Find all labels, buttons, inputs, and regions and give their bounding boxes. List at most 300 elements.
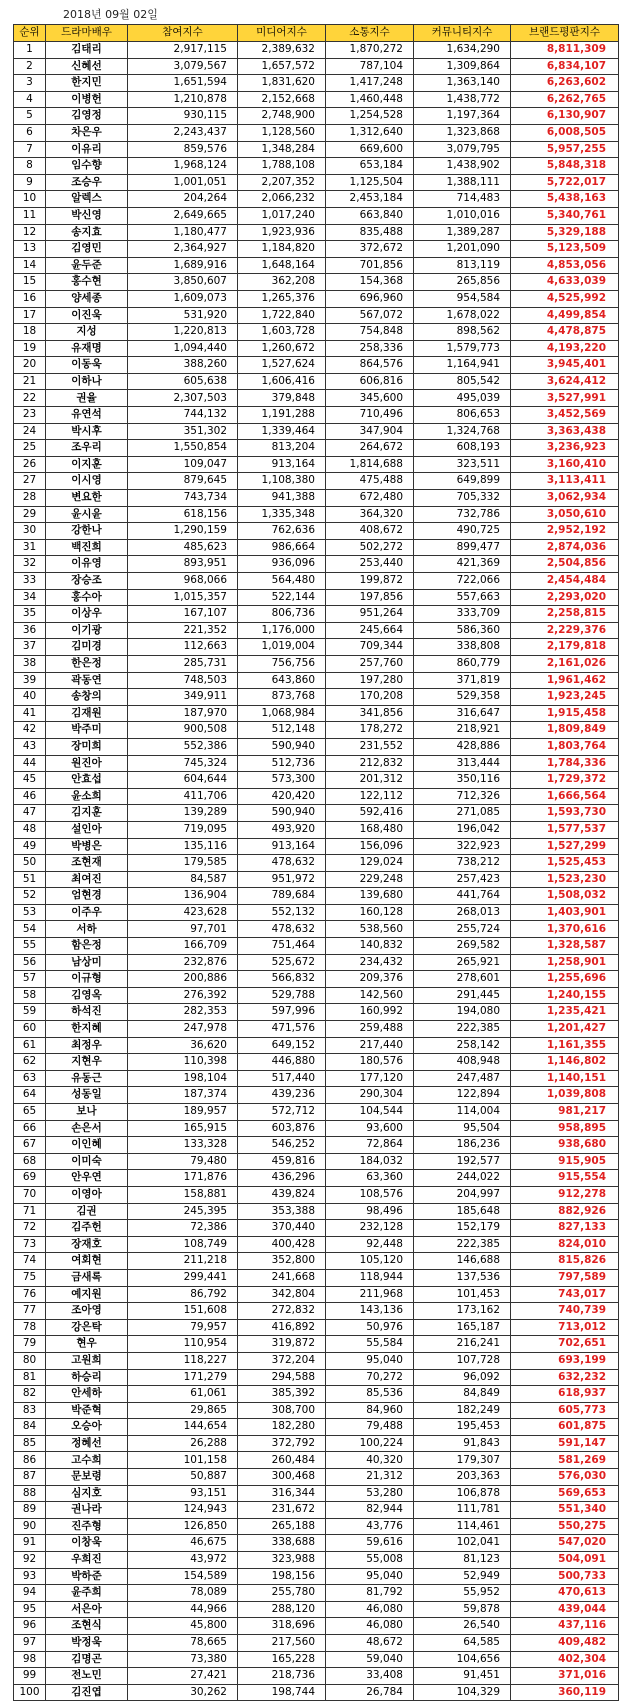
actor-name-cell: 정혜선	[46, 1435, 128, 1452]
brand-score-cell: 1,803,764	[511, 738, 619, 755]
table-row	[14, 1054, 619, 1071]
table-row	[14, 987, 619, 1004]
actor-name-cell: 우희진	[46, 1552, 128, 1569]
media-cell: 751,464	[238, 938, 326, 955]
actor-name-cell: 박신영	[46, 207, 128, 224]
rank-cell: 3	[14, 75, 46, 92]
brand-score-cell: 1,961,462	[511, 672, 619, 689]
participation-cell: 745,324	[128, 755, 238, 772]
media-cell: 1,176,000	[238, 622, 326, 639]
table-row	[14, 257, 619, 274]
community-cell: 323,511	[414, 456, 511, 473]
table-row	[14, 324, 619, 341]
table-row	[14, 855, 619, 872]
actor-name-cell: 오승아	[46, 1419, 128, 1436]
participation-cell: 968,066	[128, 573, 238, 590]
brand-score-cell: 1,666,564	[511, 788, 619, 805]
media-cell: 308,700	[238, 1402, 326, 1419]
community-cell: 1,389,287	[414, 224, 511, 241]
rank-cell: 2	[14, 58, 46, 75]
communication-cell: 168,480	[326, 821, 414, 838]
communication-cell: 122,112	[326, 788, 414, 805]
brand-score-cell: 958,895	[511, 1120, 619, 1137]
table-row	[14, 1502, 619, 1519]
rank-cell: 69	[14, 1170, 46, 1187]
table-row	[14, 954, 619, 971]
rank-cell: 29	[14, 506, 46, 523]
table-row	[14, 1004, 619, 1021]
participation-cell: 135,116	[128, 838, 238, 855]
rank-cell: 74	[14, 1253, 46, 1270]
community-cell: 738,212	[414, 855, 511, 872]
rank-cell: 23	[14, 407, 46, 424]
participation-cell: 97,701	[128, 921, 238, 938]
media-cell: 400,428	[238, 1236, 326, 1253]
communication-cell: 43,776	[326, 1518, 414, 1535]
rank-cell: 27	[14, 473, 46, 490]
participation-cell: 72,386	[128, 1220, 238, 1237]
actor-name-cell: 권율	[46, 390, 128, 407]
participation-cell: 285,731	[128, 655, 238, 672]
communication-cell: 26,784	[326, 1684, 414, 1701]
rank-cell: 78	[14, 1319, 46, 1336]
table-row	[14, 904, 619, 921]
table-row	[14, 58, 619, 75]
actor-name-cell: 곽동연	[46, 672, 128, 689]
rank-cell: 84	[14, 1419, 46, 1436]
community-cell: 84,849	[414, 1386, 511, 1403]
actor-name-cell: 양세종	[46, 290, 128, 307]
participation-cell: 604,644	[128, 772, 238, 789]
actor-name-cell: 심지호	[46, 1485, 128, 1502]
table-row	[14, 1170, 619, 1187]
actor-name-cell: 이진욱	[46, 307, 128, 324]
rank-cell: 86	[14, 1452, 46, 1469]
communication-cell: 259,488	[326, 1021, 414, 1038]
community-cell: 107,728	[414, 1352, 511, 1369]
media-cell: 272,832	[238, 1303, 326, 1320]
community-cell: 1,438,902	[414, 158, 511, 175]
communication-cell: 1,312,640	[326, 124, 414, 141]
communication-cell: 40,320	[326, 1452, 414, 1469]
community-cell: 714,483	[414, 191, 511, 208]
actor-name-cell: 홍수아	[46, 589, 128, 606]
media-cell: 1,068,984	[238, 705, 326, 722]
communication-cell: 104,544	[326, 1104, 414, 1121]
communication-cell: 46,080	[326, 1601, 414, 1618]
community-cell: 64,585	[414, 1635, 511, 1652]
communication-cell: 160,128	[326, 904, 414, 921]
brand-score-cell: 1,140,151	[511, 1070, 619, 1087]
community-cell: 269,582	[414, 938, 511, 955]
rank-cell: 42	[14, 722, 46, 739]
communication-cell: 2,453,184	[326, 191, 414, 208]
community-cell: 860,779	[414, 655, 511, 672]
table-row	[14, 622, 619, 639]
table-row	[14, 755, 619, 772]
table-row	[14, 1618, 619, 1635]
header-media: 미디어지수	[238, 25, 326, 42]
brand-score-cell: 2,504,856	[511, 556, 619, 573]
communication-cell: 710,496	[326, 407, 414, 424]
community-cell: 101,453	[414, 1286, 511, 1303]
participation-cell: 2,243,437	[128, 124, 238, 141]
header-participation: 참여지수	[128, 25, 238, 42]
brand-score-cell: 2,952,192	[511, 523, 619, 540]
community-cell: 59,878	[414, 1601, 511, 1618]
community-cell: 244,022	[414, 1170, 511, 1187]
participation-cell: 211,218	[128, 1253, 238, 1270]
media-cell: 1,603,728	[238, 324, 326, 341]
rank-cell: 88	[14, 1485, 46, 1502]
participation-cell: 61,061	[128, 1386, 238, 1403]
community-cell: 428,886	[414, 738, 511, 755]
rank-cell: 57	[14, 971, 46, 988]
media-cell: 316,344	[238, 1485, 326, 1502]
actor-name-cell: 장재호	[46, 1236, 128, 1253]
community-cell: 104,329	[414, 1684, 511, 1701]
actor-name-cell: 이동욱	[46, 357, 128, 374]
actor-name-cell: 김영정	[46, 108, 128, 125]
brand-score-cell: 402,304	[511, 1651, 619, 1668]
community-cell: 441,764	[414, 888, 511, 905]
rank-cell: 77	[14, 1303, 46, 1320]
table-row	[14, 1651, 619, 1668]
participation-cell: 1,550,854	[128, 440, 238, 457]
table-row	[14, 971, 619, 988]
participation-cell: 110,954	[128, 1336, 238, 1353]
actor-name-cell: 송지효	[46, 224, 128, 241]
communication-cell: 85,536	[326, 1386, 414, 1403]
rank-cell: 90	[14, 1518, 46, 1535]
brand-score-cell: 547,020	[511, 1535, 619, 1552]
media-cell: 493,920	[238, 821, 326, 838]
participation-cell: 133,328	[128, 1137, 238, 1154]
community-cell: 1,324,768	[414, 423, 511, 440]
actor-name-cell: 알렉스	[46, 191, 128, 208]
communication-cell: 264,672	[326, 440, 414, 457]
rank-cell: 79	[14, 1336, 46, 1353]
media-cell: 2,748,900	[238, 108, 326, 125]
table-row	[14, 440, 619, 457]
actor-name-cell: 한은정	[46, 655, 128, 672]
community-cell: 114,461	[414, 1518, 511, 1535]
media-cell: 471,576	[238, 1021, 326, 1038]
communication-cell: 245,664	[326, 622, 414, 639]
actor-name-cell: 이상우	[46, 606, 128, 623]
community-cell: 182,249	[414, 1402, 511, 1419]
brand-score-cell: 4,478,875	[511, 324, 619, 341]
participation-cell: 531,920	[128, 307, 238, 324]
communication-cell: 663,840	[326, 207, 414, 224]
communication-cell: 50,976	[326, 1319, 414, 1336]
communication-cell: 864,576	[326, 357, 414, 374]
brand-score-cell: 1,255,696	[511, 971, 619, 988]
communication-cell: 258,336	[326, 340, 414, 357]
rank-cell: 26	[14, 456, 46, 473]
actor-name-cell: 박시후	[46, 423, 128, 440]
actor-name-cell: 이주우	[46, 904, 128, 921]
table-row	[14, 606, 619, 623]
rank-cell: 76	[14, 1286, 46, 1303]
community-cell: 95,504	[414, 1120, 511, 1137]
media-cell: 936,096	[238, 556, 326, 573]
rank-cell: 36	[14, 622, 46, 639]
actor-name-cell: 이지훈	[46, 456, 128, 473]
rank-cell: 58	[14, 987, 46, 1004]
brand-score-cell: 439,044	[511, 1601, 619, 1618]
participation-cell: 43,972	[128, 1552, 238, 1569]
actor-name-cell: 장승조	[46, 573, 128, 590]
community-cell: 91,843	[414, 1435, 511, 1452]
media-cell: 294,588	[238, 1369, 326, 1386]
communication-cell: 231,552	[326, 738, 414, 755]
table-row	[14, 1402, 619, 1419]
actor-name-cell: 변요한	[46, 490, 128, 507]
community-cell: 408,948	[414, 1054, 511, 1071]
community-cell: 196,042	[414, 821, 511, 838]
brand-score-cell: 2,293,020	[511, 589, 619, 606]
table-row	[14, 42, 619, 59]
rank-cell: 80	[14, 1352, 46, 1369]
media-cell: 564,480	[238, 573, 326, 590]
rank-cell: 15	[14, 274, 46, 291]
media-cell: 522,144	[238, 589, 326, 606]
community-cell: 265,856	[414, 274, 511, 291]
community-cell: 490,725	[414, 523, 511, 540]
media-cell: 318,696	[238, 1618, 326, 1635]
media-cell: 323,988	[238, 1552, 326, 1569]
table-row	[14, 1552, 619, 1569]
brand-score-cell: 550,275	[511, 1518, 619, 1535]
media-cell: 813,204	[238, 440, 326, 457]
brand-score-cell: 6,130,907	[511, 108, 619, 125]
table-row	[14, 1087, 619, 1104]
media-cell: 566,832	[238, 971, 326, 988]
participation-cell: 743,734	[128, 490, 238, 507]
community-cell: 165,187	[414, 1319, 511, 1336]
brand-score-cell: 2,258,815	[511, 606, 619, 623]
participation-cell: 3,850,607	[128, 274, 238, 291]
media-cell: 416,892	[238, 1319, 326, 1336]
rank-cell: 71	[14, 1203, 46, 1220]
brand-score-cell: 470,613	[511, 1585, 619, 1602]
actor-name-cell: 한지혜	[46, 1021, 128, 1038]
community-cell: 316,647	[414, 705, 511, 722]
participation-cell: 605,638	[128, 373, 238, 390]
media-cell: 789,684	[238, 888, 326, 905]
actor-name-cell: 김지훈	[46, 805, 128, 822]
participation-cell: 1,001,051	[128, 174, 238, 191]
participation-cell: 276,392	[128, 987, 238, 1004]
brand-score-cell: 2,179,818	[511, 639, 619, 656]
community-cell: 278,601	[414, 971, 511, 988]
brand-score-cell: 8,811,309	[511, 42, 619, 59]
rank-cell: 4	[14, 91, 46, 108]
rank-cell: 31	[14, 539, 46, 556]
rank-cell: 65	[14, 1104, 46, 1121]
table-row	[14, 191, 619, 208]
brand-score-cell: 1,235,421	[511, 1004, 619, 1021]
actor-name-cell: 강한나	[46, 523, 128, 540]
actor-name-cell: 장미희	[46, 738, 128, 755]
table-row	[14, 1601, 619, 1618]
participation-cell: 744,132	[128, 407, 238, 424]
media-cell: 478,632	[238, 921, 326, 938]
actor-name-cell: 지현우	[46, 1054, 128, 1071]
media-cell: 913,164	[238, 838, 326, 855]
actor-name-cell: 차은우	[46, 124, 128, 141]
community-cell: 705,332	[414, 490, 511, 507]
community-cell: 1,438,772	[414, 91, 511, 108]
community-cell: 222,385	[414, 1236, 511, 1253]
table-row	[14, 1684, 619, 1701]
participation-cell: 118,227	[128, 1352, 238, 1369]
brand-score-cell: 6,834,107	[511, 58, 619, 75]
rank-cell: 8	[14, 158, 46, 175]
communication-cell: 592,416	[326, 805, 414, 822]
rank-cell: 82	[14, 1386, 46, 1403]
media-cell: 198,744	[238, 1684, 326, 1701]
rank-cell: 34	[14, 589, 46, 606]
communication-cell: 212,832	[326, 755, 414, 772]
media-cell: 762,636	[238, 523, 326, 540]
brand-score-cell: 3,236,923	[511, 440, 619, 457]
media-cell: 873,768	[238, 689, 326, 706]
community-cell: 194,080	[414, 1004, 511, 1021]
participation-cell: 618,156	[128, 506, 238, 523]
participation-cell: 1,180,477	[128, 224, 238, 241]
media-cell: 1,657,572	[238, 58, 326, 75]
table-row	[14, 1104, 619, 1121]
media-cell: 603,876	[238, 1120, 326, 1137]
table-row	[14, 1021, 619, 1038]
header-community: 커뮤니티지수	[414, 25, 511, 42]
participation-cell: 108,749	[128, 1236, 238, 1253]
actor-name-cell: 이시영	[46, 473, 128, 490]
participation-cell: 154,589	[128, 1568, 238, 1585]
table-row	[14, 373, 619, 390]
actor-name-cell: 백진희	[46, 539, 128, 556]
communication-cell: 538,560	[326, 921, 414, 938]
actor-name-cell: 하승리	[46, 1369, 128, 1386]
table-row	[14, 1386, 619, 1403]
participation-cell: 29,865	[128, 1402, 238, 1419]
rank-cell: 38	[14, 655, 46, 672]
table-row	[14, 689, 619, 706]
participation-cell: 187,970	[128, 705, 238, 722]
media-cell: 941,388	[238, 490, 326, 507]
brand-score-cell: 981,217	[511, 1104, 619, 1121]
participation-cell: 719,095	[128, 821, 238, 838]
brand-score-cell: 740,739	[511, 1303, 619, 1320]
actor-name-cell: 예지원	[46, 1286, 128, 1303]
media-cell: 370,440	[238, 1220, 326, 1237]
community-cell: 712,326	[414, 788, 511, 805]
rank-cell: 55	[14, 938, 46, 955]
table-row	[14, 805, 619, 822]
participation-cell: 112,663	[128, 639, 238, 656]
brand-score-cell: 1,923,245	[511, 689, 619, 706]
table-row	[14, 91, 619, 108]
community-cell: 104,656	[414, 1651, 511, 1668]
rank-cell: 61	[14, 1037, 46, 1054]
community-cell: 722,066	[414, 573, 511, 590]
table-row	[14, 307, 619, 324]
brand-score-cell: 3,452,569	[511, 407, 619, 424]
actor-name-cell: 서은아	[46, 1601, 128, 1618]
rank-cell: 45	[14, 772, 46, 789]
rank-cell: 60	[14, 1021, 46, 1038]
community-cell: 1,323,868	[414, 124, 511, 141]
community-cell: 322,923	[414, 838, 511, 855]
participation-cell: 179,585	[128, 855, 238, 872]
media-cell: 1,265,376	[238, 290, 326, 307]
rank-cell: 85	[14, 1435, 46, 1452]
participation-cell: 36,620	[128, 1037, 238, 1054]
communication-cell: 95,040	[326, 1568, 414, 1585]
community-cell: 1,363,140	[414, 75, 511, 92]
participation-cell: 93,151	[128, 1485, 238, 1502]
participation-cell: 187,374	[128, 1087, 238, 1104]
media-cell: 217,560	[238, 1635, 326, 1652]
brand-score-cell: 1,201,427	[511, 1021, 619, 1038]
brand-reputation-table	[13, 24, 619, 1701]
brand-score-cell: 2,874,036	[511, 539, 619, 556]
rank-cell: 7	[14, 141, 46, 158]
table-row	[14, 75, 619, 92]
community-cell: 649,899	[414, 473, 511, 490]
communication-cell: 951,264	[326, 606, 414, 623]
rank-cell: 10	[14, 191, 46, 208]
communication-cell: 33,408	[326, 1668, 414, 1685]
community-cell: 291,445	[414, 987, 511, 1004]
brand-score-cell: 4,499,854	[511, 307, 619, 324]
table-row	[14, 1203, 619, 1220]
media-cell: 552,132	[238, 904, 326, 921]
participation-cell: 165,915	[128, 1120, 238, 1137]
communication-cell: 129,024	[326, 855, 414, 872]
actor-name-cell: 윤두준	[46, 257, 128, 274]
media-cell: 806,736	[238, 606, 326, 623]
media-cell: 459,816	[238, 1153, 326, 1170]
participation-cell: 50,887	[128, 1469, 238, 1486]
actor-name-cell: 이영아	[46, 1186, 128, 1203]
table-row	[14, 1568, 619, 1585]
actor-name-cell: 강은탁	[46, 1319, 128, 1336]
rank-cell: 46	[14, 788, 46, 805]
community-cell: 52,949	[414, 1568, 511, 1585]
participation-cell: 748,503	[128, 672, 238, 689]
table-row	[14, 108, 619, 125]
rank-cell: 9	[14, 174, 46, 191]
table-row	[14, 290, 619, 307]
actor-name-cell: 조우리	[46, 440, 128, 457]
media-cell: 182,280	[238, 1419, 326, 1436]
communication-cell: 253,440	[326, 556, 414, 573]
table-row	[14, 1518, 619, 1535]
participation-cell: 930,115	[128, 108, 238, 125]
header-actor: 드라마배우	[46, 25, 128, 42]
actor-name-cell: 권나라	[46, 1502, 128, 1519]
rank-cell: 48	[14, 821, 46, 838]
actor-name-cell: 지성	[46, 324, 128, 341]
communication-cell: 21,312	[326, 1469, 414, 1486]
media-cell: 436,296	[238, 1170, 326, 1187]
participation-cell: 221,352	[128, 622, 238, 639]
communication-cell: 672,480	[326, 490, 414, 507]
actor-name-cell: 금새록	[46, 1269, 128, 1286]
